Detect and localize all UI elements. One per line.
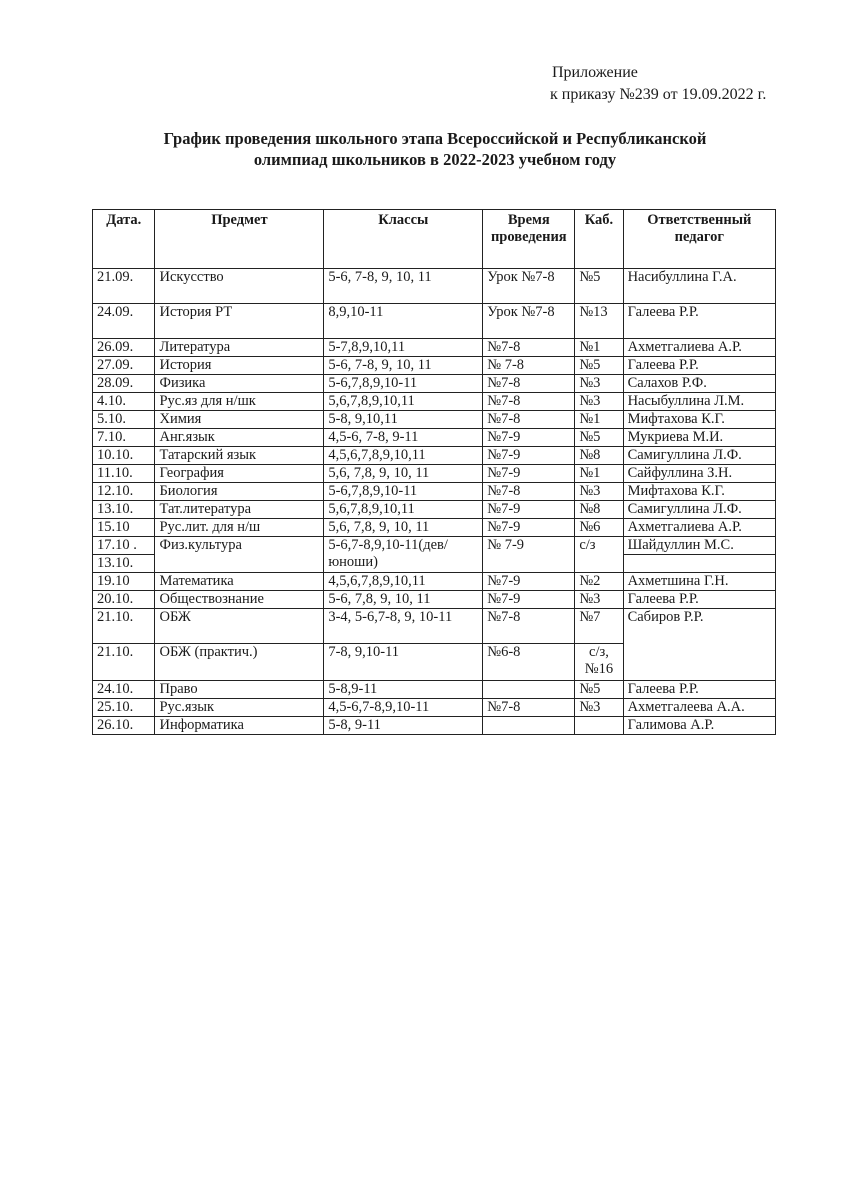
cell-date: 13.10. — [93, 555, 155, 573]
cell-subject: Физ.культура — [155, 537, 324, 573]
cell-date: 7.10. — [93, 429, 155, 447]
cell-date: 21.10. — [93, 644, 155, 681]
cell-classes: 5-8,9-11 — [324, 681, 483, 699]
cell-date: 25.10. — [93, 699, 155, 717]
cell-subject: Математика — [155, 573, 324, 591]
table-row — [93, 393, 776, 411]
cell-time — [483, 717, 575, 735]
header-classes: Классы — [324, 210, 483, 269]
table-row — [93, 681, 776, 699]
cell-time — [483, 681, 575, 699]
cell-room: №5 — [575, 681, 623, 699]
cell-classes: 7-8, 9,10-11 — [324, 644, 483, 681]
table-row — [93, 339, 776, 357]
header-subject: Предмет — [155, 210, 324, 269]
header-teacher: Ответственный педагог — [623, 210, 775, 269]
cell-teacher: Галимова А.Р. — [623, 717, 775, 735]
table-row — [93, 573, 776, 591]
header-time: Время проведения — [483, 210, 575, 269]
table-row — [93, 537, 776, 555]
cell-subject: Информатика — [155, 717, 324, 735]
cell-teacher: Ахметгалиева А.Р. — [623, 519, 775, 537]
cell-subject: Рус.язык — [155, 699, 324, 717]
cell-classes: 5,6, 7,8, 9, 10, 11 — [324, 519, 483, 537]
cell-room: №8 — [575, 447, 623, 465]
cell-teacher: Самигуллина Л.Ф. — [623, 501, 775, 519]
cell-teacher: Салахов Р.Ф. — [623, 375, 775, 393]
page-title — [60, 128, 810, 170]
header-date: Дата. — [93, 210, 155, 269]
cell-date: 26.10. — [93, 717, 155, 735]
table-row — [93, 429, 776, 447]
cell-time: №7-8 — [483, 609, 575, 644]
cell-room: №3 — [575, 375, 623, 393]
cell-subject: Татарский язык — [155, 447, 324, 465]
cell-room: №13 — [575, 304, 623, 339]
header-room: Каб. — [575, 210, 623, 269]
cell-subject: История РТ — [155, 304, 324, 339]
cell-teacher: Мифтахова К.Г. — [623, 411, 775, 429]
cell-classes: 4,5-6,7-8,9,10-11 — [324, 699, 483, 717]
cell-date: 11.10. — [93, 465, 155, 483]
cell-classes: 4,5,6,7,8,9,10,11 — [324, 447, 483, 465]
cell-subject: ОБЖ (практич.) — [155, 644, 324, 681]
cell-teacher: Мифтахова К.Г. — [623, 483, 775, 501]
table-row — [93, 591, 776, 609]
table-row — [93, 717, 776, 735]
cell-classes: 3-4, 5-6,7-8, 9, 10-11 — [324, 609, 483, 644]
cell-teacher: Ахметгалеева А.А. — [623, 699, 775, 717]
cell-classes: 5-6, 7-8, 9, 10, 11 — [324, 269, 483, 304]
cell-time: №7-9 — [483, 447, 575, 465]
cell-room: №3 — [575, 591, 623, 609]
cell-room: №1 — [575, 465, 623, 483]
cell-teacher: Насыбуллина Л.М. — [623, 393, 775, 411]
cell-time: №7-8 — [483, 375, 575, 393]
cell-time: Урок №7-8 — [483, 304, 575, 339]
cell-classes: 5-6, 7,8, 9, 10, 11 — [324, 591, 483, 609]
cell-time: №7-8 — [483, 393, 575, 411]
table-row — [93, 447, 776, 465]
cell-teacher-empty — [623, 555, 775, 573]
cell-room: №6 — [575, 519, 623, 537]
cell-teacher: Мукриева М.И. — [623, 429, 775, 447]
appendix-note — [550, 62, 766, 106]
cell-subject: Литература — [155, 339, 324, 357]
cell-teacher: Галеева Р.Р. — [623, 304, 775, 339]
cell-subject: Рус.лит. для н/ш — [155, 519, 324, 537]
cell-subject: Физика — [155, 375, 324, 393]
table-row — [93, 465, 776, 483]
cell-teacher: Галеева Р.Р. — [623, 591, 775, 609]
cell-room: №1 — [575, 339, 623, 357]
cell-date: 17.10 . — [93, 537, 155, 555]
cell-teacher: Самигуллина Л.Ф. — [623, 447, 775, 465]
cell-date: 28.09. — [93, 375, 155, 393]
cell-date: 26.09. — [93, 339, 155, 357]
table-row — [93, 519, 776, 537]
cell-time: №6-8 — [483, 644, 575, 681]
cell-teacher: Шайдуллин М.С. — [623, 537, 775, 555]
cell-classes: 5-6,7,8,9,10-11 — [324, 375, 483, 393]
cell-teacher: Ахметгалиева А.Р. — [623, 339, 775, 357]
title-line-1: График проведения школьного этапа Всероссийской и Республиканской — [163, 129, 707, 148]
cell-room: №5 — [575, 429, 623, 447]
cell-date: 13.10. — [93, 501, 155, 519]
appendix-label: Приложение — [552, 64, 638, 81]
cell-date: 4.10. — [93, 393, 155, 411]
cell-room: №5 — [575, 357, 623, 375]
schedule-table — [92, 209, 776, 735]
order-reference: к приказу №239 от 19.09.2022 г. — [550, 86, 767, 103]
cell-classes: 5,6, 7,8, 9, 10, 11 — [324, 465, 483, 483]
cell-date: 24.09. — [93, 304, 155, 339]
cell-time: № 7-8 — [483, 357, 575, 375]
cell-teacher: Ахметшина Г.Н. — [623, 573, 775, 591]
cell-teacher: Сайфуллина З.Н. — [623, 465, 775, 483]
table-row — [93, 699, 776, 717]
cell-classes: 5-6,7,8,9,10-11 — [324, 483, 483, 501]
title-line-2: олимпиад школьников в 2022-2023 учебном году — [253, 150, 617, 169]
cell-subject: Анг.язык — [155, 429, 324, 447]
cell-date: 15.10 — [93, 519, 155, 537]
cell-classes: 5-6, 7-8, 9, 10, 11 — [324, 357, 483, 375]
cell-teacher: Сабиров Р.Р. — [623, 609, 775, 681]
cell-subject: Биология — [155, 483, 324, 501]
cell-classes: 5-7,8,9,10,11 — [324, 339, 483, 357]
cell-room — [575, 717, 623, 735]
table-row — [93, 269, 776, 304]
cell-subject: Тат.литература — [155, 501, 324, 519]
cell-classes: 5-6,7-8,9,10-11(дев/юноши) — [324, 537, 483, 573]
cell-room: с/з, №16 — [575, 644, 623, 681]
cell-classes: 8,9,10-11 — [324, 304, 483, 339]
cell-subject: Искусство — [155, 269, 324, 304]
cell-time: №7-9 — [483, 519, 575, 537]
cell-time: № 7-9 — [483, 537, 575, 573]
cell-teacher: Насибуллина Г.А. — [623, 269, 775, 304]
cell-time: №7-8 — [483, 699, 575, 717]
cell-subject: Обществознание — [155, 591, 324, 609]
cell-time: №7-9 — [483, 501, 575, 519]
cell-subject: История — [155, 357, 324, 375]
cell-date: 10.10. — [93, 447, 155, 465]
cell-time: №7-9 — [483, 573, 575, 591]
table-row — [93, 501, 776, 519]
cell-time: №7-9 — [483, 429, 575, 447]
cell-time: №7-8 — [483, 411, 575, 429]
cell-date: 5.10. — [93, 411, 155, 429]
cell-subject: Химия — [155, 411, 324, 429]
table-row — [93, 411, 776, 429]
cell-date: 20.10. — [93, 591, 155, 609]
cell-classes: 5,6,7,8,9,10,11 — [324, 501, 483, 519]
cell-date: 12.10. — [93, 483, 155, 501]
cell-subject: Рус.яз для н/шк — [155, 393, 324, 411]
cell-room: №2 — [575, 573, 623, 591]
cell-date: 21.10. — [93, 609, 155, 644]
cell-date: 19.10 — [93, 573, 155, 591]
table-header-row — [93, 210, 776, 269]
cell-time: №7-9 — [483, 465, 575, 483]
cell-classes: 5-8, 9,10,11 — [324, 411, 483, 429]
cell-room: №3 — [575, 699, 623, 717]
table-row — [93, 357, 776, 375]
table-row — [93, 304, 776, 339]
cell-time: №7-8 — [483, 339, 575, 357]
cell-date: 21.09. — [93, 269, 155, 304]
cell-subject: География — [155, 465, 324, 483]
cell-room: №1 — [575, 411, 623, 429]
cell-date: 24.10. — [93, 681, 155, 699]
table-row — [93, 609, 776, 644]
table-row — [93, 483, 776, 501]
cell-date: 27.09. — [93, 357, 155, 375]
cell-teacher: Галеева Р.Р. — [623, 681, 775, 699]
cell-room: №8 — [575, 501, 623, 519]
cell-time: №7-9 — [483, 591, 575, 609]
cell-subject: ОБЖ — [155, 609, 324, 644]
cell-classes: 4,5-6, 7-8, 9-11 — [324, 429, 483, 447]
cell-teacher: Галеева Р.Р. — [623, 357, 775, 375]
cell-room: №3 — [575, 483, 623, 501]
cell-room: с/з — [575, 537, 623, 573]
table-row — [93, 375, 776, 393]
cell-subject: Право — [155, 681, 324, 699]
cell-time: №7-8 — [483, 483, 575, 501]
cell-time: Урок №7-8 — [483, 269, 575, 304]
cell-classes: 5,6,7,8,9,10,11 — [324, 393, 483, 411]
cell-room: №7 — [575, 609, 623, 644]
cell-room: №5 — [575, 269, 623, 304]
cell-classes: 5-8, 9-11 — [324, 717, 483, 735]
cell-classes: 4,5,6,7,8,9,10,11 — [324, 573, 483, 591]
cell-room: №3 — [575, 393, 623, 411]
